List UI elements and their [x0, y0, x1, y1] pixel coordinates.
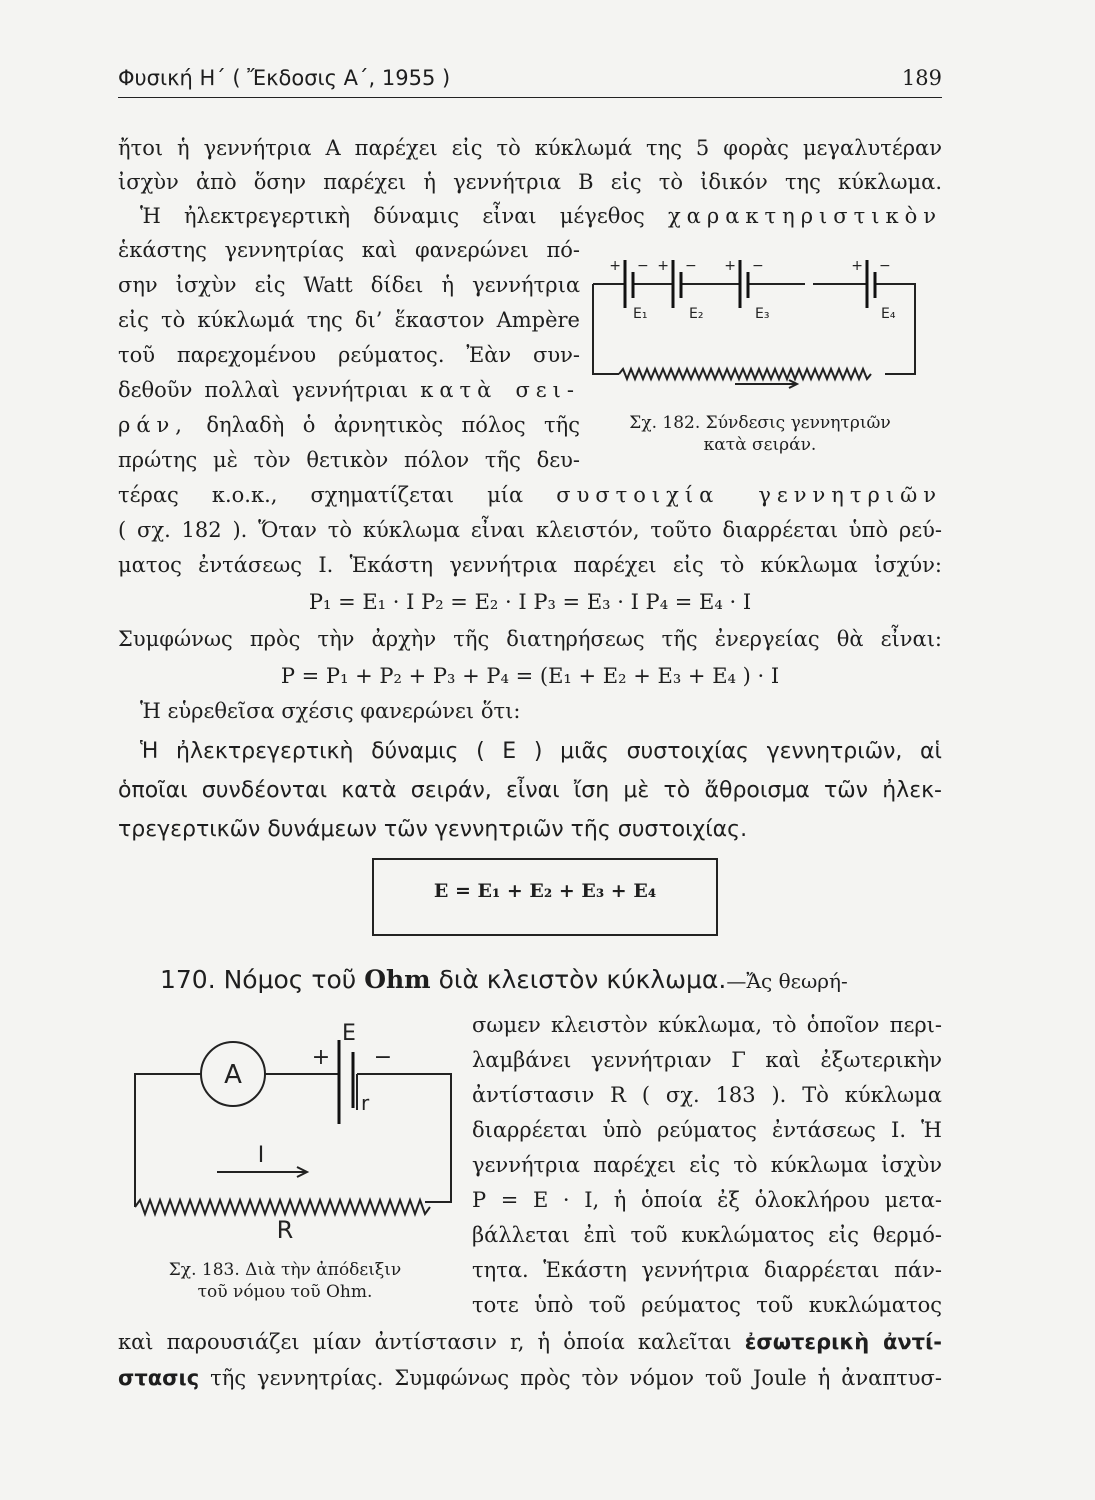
page-number: 189 — [901, 66, 942, 90]
cell-label-e2: E₂ — [689, 306, 704, 322]
caption-line: κατὰ σειράν. — [703, 435, 817, 455]
page-header — [118, 66, 942, 96]
figure-183-ohm-circuit — [125, 1012, 465, 1240]
text-line: σωμεν κλειστὸν κύκλωμα, τὸ ὁποῖον περι- — [472, 1013, 942, 1037]
text-line: ἑκάστης γεννητρίας καὶ φανερώνει πό- — [118, 238, 580, 262]
law-line: Ἡ ἠλεκτρεγερτικὴ δύναμις ( E ) μιᾶς συστοιχίας γεννητριῶν, αἱ — [140, 739, 942, 764]
caption-line: τοῦ νόμου τοῦ Ohm. — [197, 1282, 373, 1302]
law-line: τρεγερτικῶν δυνάμεων τῶν γεννητριῶν τῆς συστοιχίας. — [118, 817, 748, 842]
section-heading: 170. Νόμος τοῦ Ohm διὰ κλειστὸν κύκλωμα.—Ἄς θεωρή- — [160, 965, 848, 994]
boxed-formula-text: E = E₁ + E₂ + E₃ + E₄ — [433, 880, 657, 902]
text-line: τητα. Ἑκάστη γεννήτρια διαρρέεται πάν- — [472, 1258, 942, 1282]
text-line: λαμβάνει γεννήτριαν Γ καὶ ἐξωτερικὴν — [472, 1048, 942, 1072]
caption-line: Σχ. 183. Διὰ τὴν ἀπόδειξιν — [168, 1260, 402, 1280]
minus-label: − — [752, 258, 764, 274]
text-line: ἀντίστασιν R ( σχ. 183 ). Τὸ κύκλωμα — [472, 1083, 942, 1107]
caption-line: Σχ. 182. Σύνδεσις γεννητριῶν — [629, 413, 891, 433]
internal-resistance-label: r — [361, 1091, 370, 1115]
text-line: τοτε ὑπὸ τοῦ ρεύματος τοῦ κυκλώματος — [472, 1293, 942, 1317]
text-line: ράν, δηλαδὴ ὁ ἀρνητικὸς πόλος τῆς — [118, 413, 580, 437]
boxed-formula — [372, 858, 718, 936]
header-rule — [118, 97, 942, 98]
ammeter-label: A — [224, 1060, 242, 1090]
text-line: Ἡ ἠλεκτρεγερτικὴ δύναμις εἶναι μέγεθος χαρακτηριστικὸν — [140, 204, 942, 228]
resistor-label: R — [276, 1216, 294, 1240]
minus-label: − — [373, 1045, 393, 1070]
text-line: γεννήτρια παρέχει εἰς τὸ κύκλωμα ἰσχὺν — [472, 1153, 942, 1177]
figure-183-caption — [125, 1259, 445, 1303]
emf-label: E — [342, 1021, 356, 1046]
plus-label: + — [609, 258, 621, 274]
text-line: δεθοῦν πολλαὶ γεννήτριαι κατὰ σει- — [118, 378, 580, 402]
figure-182-series-circuit — [585, 250, 925, 390]
cell-label-e1: E₁ — [633, 306, 648, 322]
text-line: ἰσχὺν ἀπὸ ὅσην παρέχει ἡ γεννήτρια Β εἰς τὸ ἰδικόν της κύκλωμα. — [118, 170, 942, 194]
plus-label: + — [724, 258, 736, 274]
minus-label: − — [685, 258, 697, 274]
text-line: τοῦ παρεχομένου ρεύματος. Ἐὰν συν- — [118, 343, 580, 367]
text-line: καὶ παρουσιάζει μίαν ἀντίστασιν r, ἡ ὁποία καλεῖται ἐσωτερικὴ ἀντί- — [118, 1330, 942, 1354]
resistor-zigzag — [135, 1200, 430, 1214]
text-line: τέρας κ.ο.κ., σχηματίζεται μία συστοιχία γεννητριῶν — [118, 483, 942, 507]
minus-label: − — [879, 258, 891, 274]
text-line: P = E · I, ἡ ὁποία ἐξ ὁλοκλήρου μετα- — [472, 1188, 942, 1212]
text-line: ματος ἐντάσεως Ι. Ἑκάστη γεννήτρια παρέχει εἰς τὸ κύκλωμα ἰσχύν: — [118, 553, 942, 577]
text-line: ἤτοι ἡ γεννήτρια Α παρέχει εἰς τὸ κύκλωμά της 5 φορὰς μεγαλυτέραν — [118, 136, 942, 160]
plus-label: + — [311, 1045, 331, 1070]
cell-label-e3: E₃ — [755, 306, 770, 322]
cell-label-e4: E₄ — [881, 306, 896, 322]
text-line: Συμφώνως πρὸς τὴν ἀρχὴν τῆς διατηρήσεως τῆς ἐνεργείας θὰ εἶναι: — [118, 627, 942, 651]
text-line: Ἡ εὑρεθεῖσα σχέσις φανερώνει ὅτι: — [140, 699, 521, 723]
plus-label: + — [657, 258, 669, 274]
text-line: διαρρέεται ὑπὸ ρεύματος ἐντάσεως Ι. Ἡ — [472, 1118, 942, 1142]
minus-label: − — [637, 258, 649, 274]
law-line: ὁποῖαι συνδέονται κατὰ σειράν, εἶναι ἴση μὲ τὸ ἄθροισμα τῶν ἠλεκ- — [118, 778, 942, 803]
text-line: βάλλεται ἐπὶ τοῦ κυκλώματος εἰς θερμό- — [472, 1223, 942, 1247]
plus-label: + — [851, 258, 863, 274]
equation-powers: P₁ = E₁ · I P₂ = E₂ · I P₃ = E₃ · I P₄ = E₄ · I — [308, 590, 752, 614]
current-label: I — [257, 1143, 265, 1168]
text-line: πρώτης μὲ τὸν θετικὸν πόλον τῆς δευ- — [118, 448, 580, 472]
text-line: εἰς τὸ κύκλωμά της δι’ ἕκαστον Ampère — [118, 308, 580, 332]
running-title: Φυσική Η΄ ( Ἔκδοσις Α΄, 1955 ) — [118, 66, 451, 90]
text-line: ( σχ. 182 ). Ὅταν τὸ κύκλωμα εἶναι κλειστόν, τοῦτο διαρρέεται ὑπὸ ρεύ- — [118, 518, 942, 542]
text-line: στασις τῆς γεννητρίας. Συμφώνως πρὸς τὸν νόμον τοῦ Joule ἡ ἀναπτυσ- — [118, 1366, 942, 1390]
text-line: σην ἰσχὺν εἰς Watt δίδει ἡ γεννήτρια — [118, 273, 580, 297]
figure-182-caption — [600, 412, 920, 456]
equation-total-power: P = P₁ + P₂ + P₃ + P₄ = (E₁ + E₂ + E₃ + E₄ ) · I — [280, 664, 780, 688]
